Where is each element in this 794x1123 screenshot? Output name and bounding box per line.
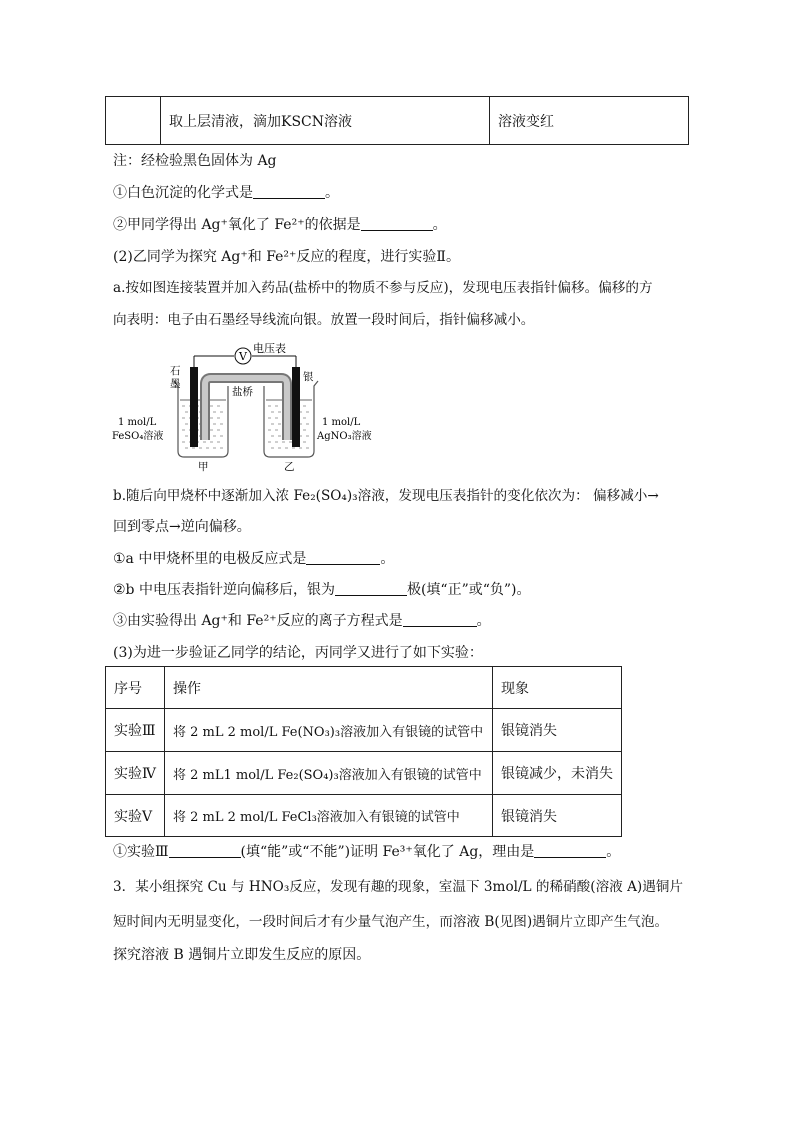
right-solution-name: AgNO₃溶液: [317, 431, 372, 442]
graphite-electrode: [190, 367, 198, 447]
answer-blank[interactable]: [403, 612, 477, 627]
graphite-label-1: 石: [170, 365, 181, 377]
question3-line3: 探究溶液 B 遇铜片立即发生反应的原因。: [113, 947, 371, 963]
row-index: 实验Ⅴ: [106, 795, 165, 837]
question-1-2: ②甲同学得出 Ag⁺氧化了 Fe²⁺的依据是 。: [113, 217, 447, 233]
top-table: [105, 96, 689, 145]
header-index: 序号: [106, 667, 165, 709]
answer-blank[interactable]: [361, 216, 433, 231]
question-3-1: ①实验Ⅲ (填“能”或“不能”)证明 Fe³⁺氧化了 Ag，理由是 。: [113, 844, 621, 860]
part2-b-line1: b.随后向甲烧杯中逐渐加入浓 Fe₂(SO₄)₃溶液，发现电压表指针的变化依次为： 偏移减小→: [113, 488, 659, 504]
answer-blank[interactable]: [169, 843, 241, 858]
question-2-2: ②b 中电压表指针逆向偏移后，银为 极(填“正”或“负”)。: [113, 582, 531, 598]
part2-a-line1: a.按如图连接装置并加入药品(盐桥中的物质不参与反应)，发现电压表指针偏移。偏移的方: [113, 280, 653, 296]
voltmeter-symbol: V: [239, 350, 247, 363]
right-solution-conc: 1 mol/L: [322, 417, 361, 428]
left-solution-name: FeSO₄溶液: [112, 431, 164, 442]
row-index: 实验Ⅲ: [106, 709, 165, 752]
table-row: [106, 795, 622, 837]
note-text: 注：经检验黑色固体为 Ag: [113, 153, 277, 169]
answer-blank[interactable]: [534, 843, 606, 858]
answer-blank[interactable]: [253, 184, 325, 199]
part2-b-line2: 回到零点→逆向偏移。: [113, 519, 251, 535]
top-table-cell-phenomenon: 溶液变红: [490, 97, 689, 145]
voltmeter-label: 电压表: [253, 342, 286, 355]
part3-intro: (3)为进一步验证乙同学的结论，丙同学又进行了如下实验：: [113, 645, 483, 661]
row-phenomenon: 银镜消失: [493, 795, 622, 837]
row-operation: 将 2 mL 2 mol/L Fe(NO₃)₃溶液加入有银镜的试管中: [165, 709, 493, 752]
experiment-table: [105, 666, 622, 837]
part2-a-line2: 向表明：电子由石墨经导线流向银。放置一段时间后，指针偏移减小。: [113, 312, 535, 328]
header-phenomenon: 现象: [493, 667, 622, 709]
row-operation: 将 2 mL 2 mol/L FeCl₃溶液加入有银镜的试管中: [165, 795, 493, 837]
answer-blank[interactable]: [306, 550, 380, 565]
right-beaker-label: 乙: [284, 461, 295, 472]
row-phenomenon: 银镜减少，未消失: [493, 752, 622, 795]
row-index: 实验Ⅳ: [106, 752, 165, 795]
salt-bridge-label: 盐桥: [232, 386, 253, 398]
top-table-cell-index: [106, 97, 161, 145]
question-2-1: ①a 中甲烧杯里的电极反应式是 。: [113, 551, 395, 567]
left-beaker-label: 甲: [198, 461, 209, 472]
table-row: [106, 709, 622, 752]
question3-line1: 3．某小组探究 Cu 与 HNO₃反应，发现有趣的现象，室温下 3mol/L 的稀硝酸(溶液 A)遇铜片: [113, 879, 683, 895]
silver-label: 银: [303, 371, 314, 383]
question-1-1: ①白色沉淀的化学式是 。: [113, 185, 339, 201]
table-row: [106, 752, 622, 795]
question3-line2: 短时间内无明显变化，一段时间后才有少量气泡产生，而溶液 B(见图)遇铜片立即产生气泡。: [113, 914, 669, 930]
header-operation: 操作: [165, 667, 493, 709]
galvanic-cell-diagram: [110, 340, 390, 472]
row-phenomenon: 银镜消失: [493, 709, 622, 752]
question-2-3: ③由实验得出 Ag⁺和 Fe²⁺反应的离子方程式是 。: [113, 613, 491, 629]
top-table-cell-operation: 取上层清液，滴加KSCN溶液: [161, 97, 490, 145]
graphite-label-2: 墨: [170, 378, 181, 390]
part2-intro: (2)乙同学为探究 Ag⁺和 Fe²⁺反应的程度，进行实验Ⅱ。: [113, 249, 460, 265]
silver-electrode: [292, 367, 300, 447]
table-header-row: [106, 667, 622, 709]
answer-blank[interactable]: [335, 581, 407, 596]
left-solution-conc: 1 mol/L: [118, 417, 157, 428]
row-operation: 将 2 mL1 mol/L Fe₂(SO₄)₃溶液加入有银镜的试管中: [165, 752, 493, 795]
